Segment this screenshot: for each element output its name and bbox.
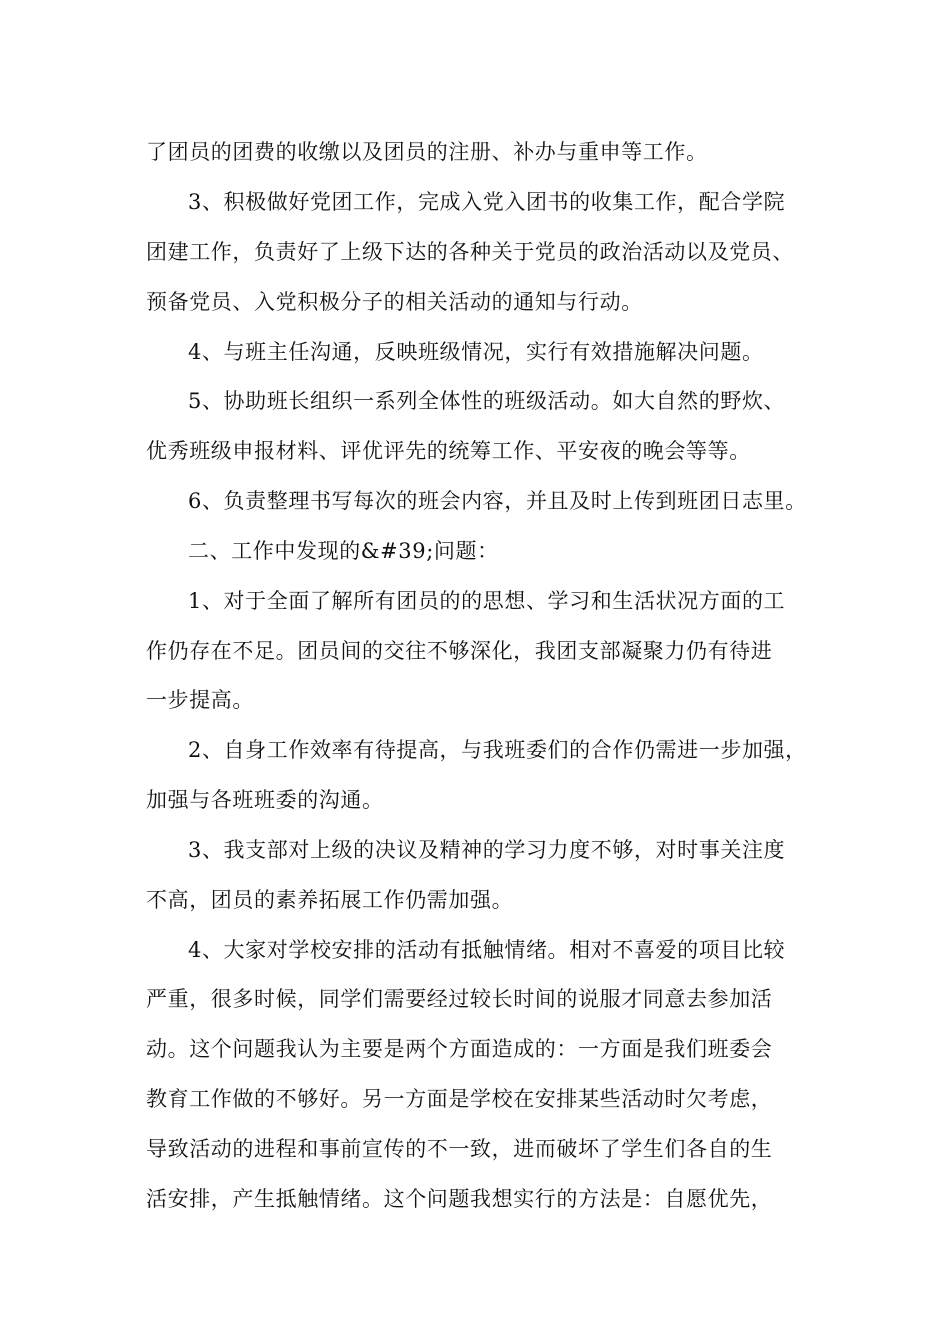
text-line: 了团员的团费的收缴以及团员的注册、补办与重申等工作。 (146, 140, 708, 164)
text-line: 活安排，产生抵触情绪。这个问题我想实行的方法是：自愿优先， (146, 1187, 773, 1211)
text-line: 加强与各班班委的沟通。 (146, 788, 384, 812)
text-line: 预备党员、入党积极分子的相关活动的通知与行动。 (146, 290, 643, 314)
text-line: 3、积极做好党团工作，完成入党入团书的收集工作，配合学院 (188, 190, 786, 214)
text-line: 团建工作，负责好了上级下达的各种关于党员的政治活动以及党员、 (146, 240, 794, 264)
text-line: 作仍存在不足。团员间的交往不够深化，我团支部凝聚力仍有待进 (146, 639, 773, 663)
text-line: 动。这个问题我认为主要是两个方面造成的：一方面是我们班委会 (146, 1037, 773, 1061)
text-line: 一步提高。 (146, 688, 254, 712)
section-heading: 二、工作中发现的&#39;问题： (188, 539, 499, 563)
text-line: 3、我支部对上级的决议及精神的学习力度不够，对时事关注度 (188, 838, 786, 862)
text-line: 教育工作做的不够好。另一方面是学校在安排某些活动时欠考虑， (146, 1087, 773, 1111)
text-line: 2、自身工作效率有待提高，与我班委们的合作仍需进一步加强， (188, 738, 807, 762)
text-line: 严重，很多时候，同学们需要经过较长时间的说服才同意去参加活 (146, 987, 773, 1011)
text-line: 导致活动的进程和事前宣传的不一致，进而破坏了学生们各自的生 (146, 1137, 773, 1161)
text-line: 1、对于全面了解所有团员的的思想、学习和生活状况方面的工 (188, 589, 786, 613)
text-line: 不高，团员的素养拓展工作仍需加强。 (146, 888, 514, 912)
text-line: 优秀班级申报材料、评优评先的统筹工作、平安夜的晚会等等。 (146, 439, 751, 463)
text-line: 5、协助班长组织一系列全体性的班级活动。如大自然的野炊、 (188, 389, 786, 413)
text-line: 4、与班主任沟通，反映班级情况，实行有效措施解决问题。 (188, 340, 764, 364)
text-line: 4、大家对学校安排的活动有抵触情绪。相对不喜爱的项目比较 (188, 938, 786, 962)
text-line: 6、负责整理书写每次的班会内容，并且及时上传到班团日志里。 (188, 489, 807, 513)
